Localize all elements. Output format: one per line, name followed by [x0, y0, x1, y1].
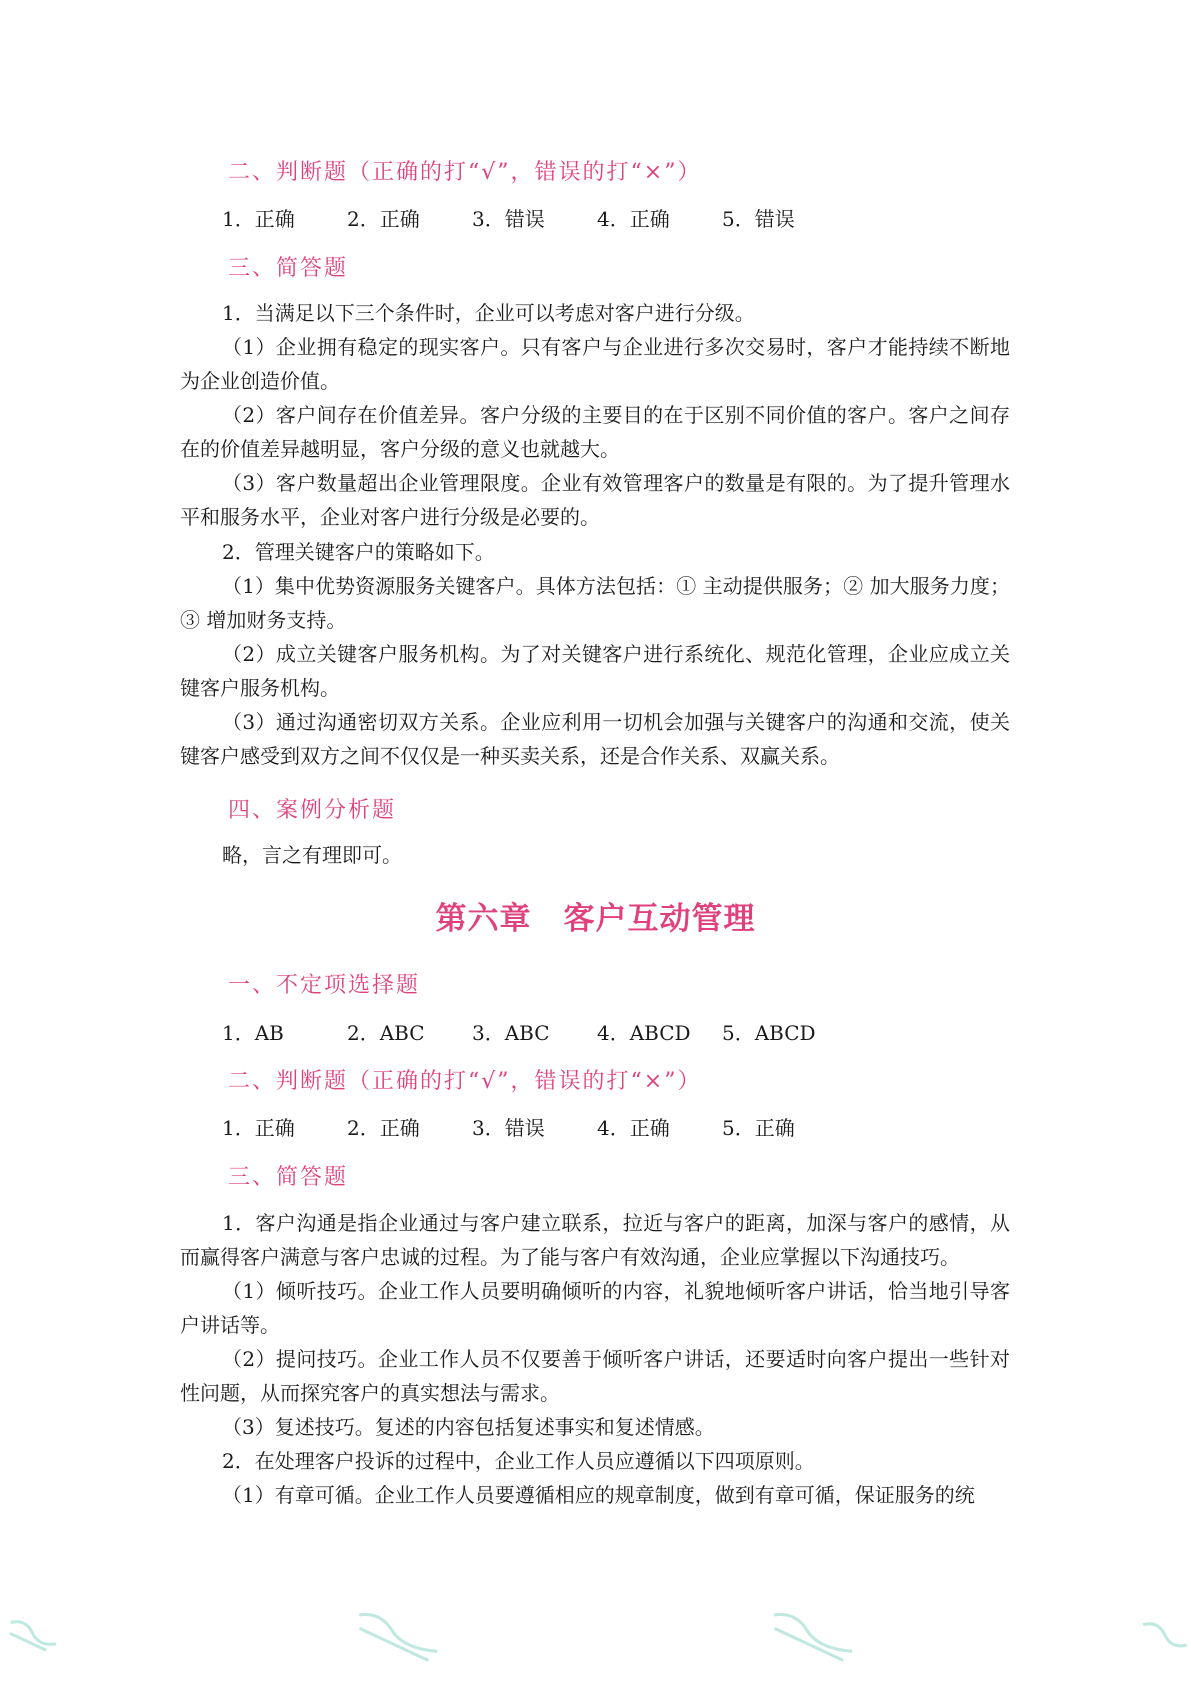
section-heading-judgement: 二、判断题（正确的打“√”，错误的打“×”） — [228, 1069, 702, 1094]
publisher-watermark-icon — [760, 1604, 870, 1664]
answer-item: 5．正确 — [722, 1116, 795, 1140]
paragraph: （3）客户数量超出企业管理限度。企业有效管理客户的数量是有限的。为了提升管理水平和服务水平，企业对客户进行分级是必要的。 — [180, 471, 1010, 529]
section-heading-multiple-choice: 一、不定项选择题 — [228, 973, 421, 998]
answer-item: 4．正确 — [597, 1116, 670, 1140]
paragraph: （2）客户间存在价值差异。客户分级的主要目的在于区别不同价值的客户。客户之间存在的价值差异越明显，客户分级的意义也就越大。 — [180, 403, 1010, 461]
section-heading-judgement: 二、判断题（正确的打“√”，错误的打“×”） — [228, 160, 702, 185]
paragraph: （2）成立关键客户服务机构。为了对关键客户进行系统化、规范化管理，企业应成立关键客户服务机构。 — [180, 642, 1010, 700]
paragraph: （1）集中优势资源服务关键客户。具体方法包括：① 主动提供服务；② 加大服务力度；③ 增加财务支持。 — [180, 574, 1010, 632]
paragraph: （2）提问技巧。企业工作人员不仅要善于倾听客户讲话，还要适时向客户提出一些针对性问题，从而探究客户的真实想法与需求。 — [180, 1347, 1010, 1405]
section-heading-case-analysis: 四、案例分析题 — [228, 798, 397, 823]
chapter-title: 第六章 客户互动管理 — [435, 901, 756, 937]
answer-item: 2．正确 — [347, 207, 420, 231]
paragraph: （3）通过沟通密切双方关系。企业应利用一切机会加强与关键客户的沟通和交流，使关键客户感受到双方之间不仅仅是一种买卖关系，还是合作关系、双赢关系。 — [180, 710, 1010, 768]
publisher-watermark-icon — [1135, 1604, 1191, 1664]
paragraph: 2．在处理客户投诉的过程中，企业工作人员应遵循以下四项原则。 — [222, 1449, 815, 1473]
answer-item: 5．错误 — [722, 207, 795, 231]
paragraph: 1．客户沟通是指企业通过与客户建立联系，拉近与客户的距离，加深与客户的感情，从而赢得客户满意与客户忠诚的过程。为了能与客户有效沟通，企业应掌握以下沟通技巧。 — [180, 1211, 1010, 1269]
answer-item: 4．正确 — [597, 207, 670, 231]
paragraph: （1）有章可循。企业工作人员要遵循相应的规章制度，做到有章可循，保证服务的统 — [222, 1483, 975, 1507]
answer-item: 3．错误 — [472, 207, 545, 231]
publisher-watermark-icon — [0, 1604, 70, 1664]
paragraph: （1）倾听技巧。企业工作人员要明确倾听的内容，礼貌地倾听客户讲话，恰当地引导客户讲话等。 — [180, 1279, 1010, 1337]
answer-item: 4．ABCD — [597, 1021, 691, 1045]
answer-item: 1．正确 — [222, 1116, 295, 1140]
paragraph: 2．管理关键客户的策略如下。 — [222, 540, 495, 564]
answer-item: 1．AB — [222, 1021, 284, 1045]
answer-item: 1．正确 — [222, 207, 295, 231]
answer-item: 2．ABC — [347, 1021, 425, 1045]
paragraph: 1．当满足以下三个条件时，企业可以考虑对客户进行分级。 — [222, 301, 755, 325]
section-heading-short-answer: 三、简答题 — [228, 1165, 349, 1190]
paragraph: 略，言之有理即可。 — [222, 843, 402, 867]
answer-item: 5．ABCD — [722, 1021, 816, 1045]
answer-item: 3．错误 — [472, 1116, 545, 1140]
paragraph: （3）复述技巧。复述的内容包括复述事实和复述情感。 — [222, 1415, 715, 1439]
answer-item: 3．ABC — [472, 1021, 550, 1045]
publisher-watermark-icon — [345, 1604, 455, 1664]
paragraph: （1）企业拥有稳定的现实客户。只有客户与企业进行多次交易时，客户才能持续不断地为企业创造价值。 — [180, 335, 1010, 393]
section-heading-short-answer: 三、简答题 — [228, 256, 349, 281]
answer-item: 2．正确 — [347, 1116, 420, 1140]
